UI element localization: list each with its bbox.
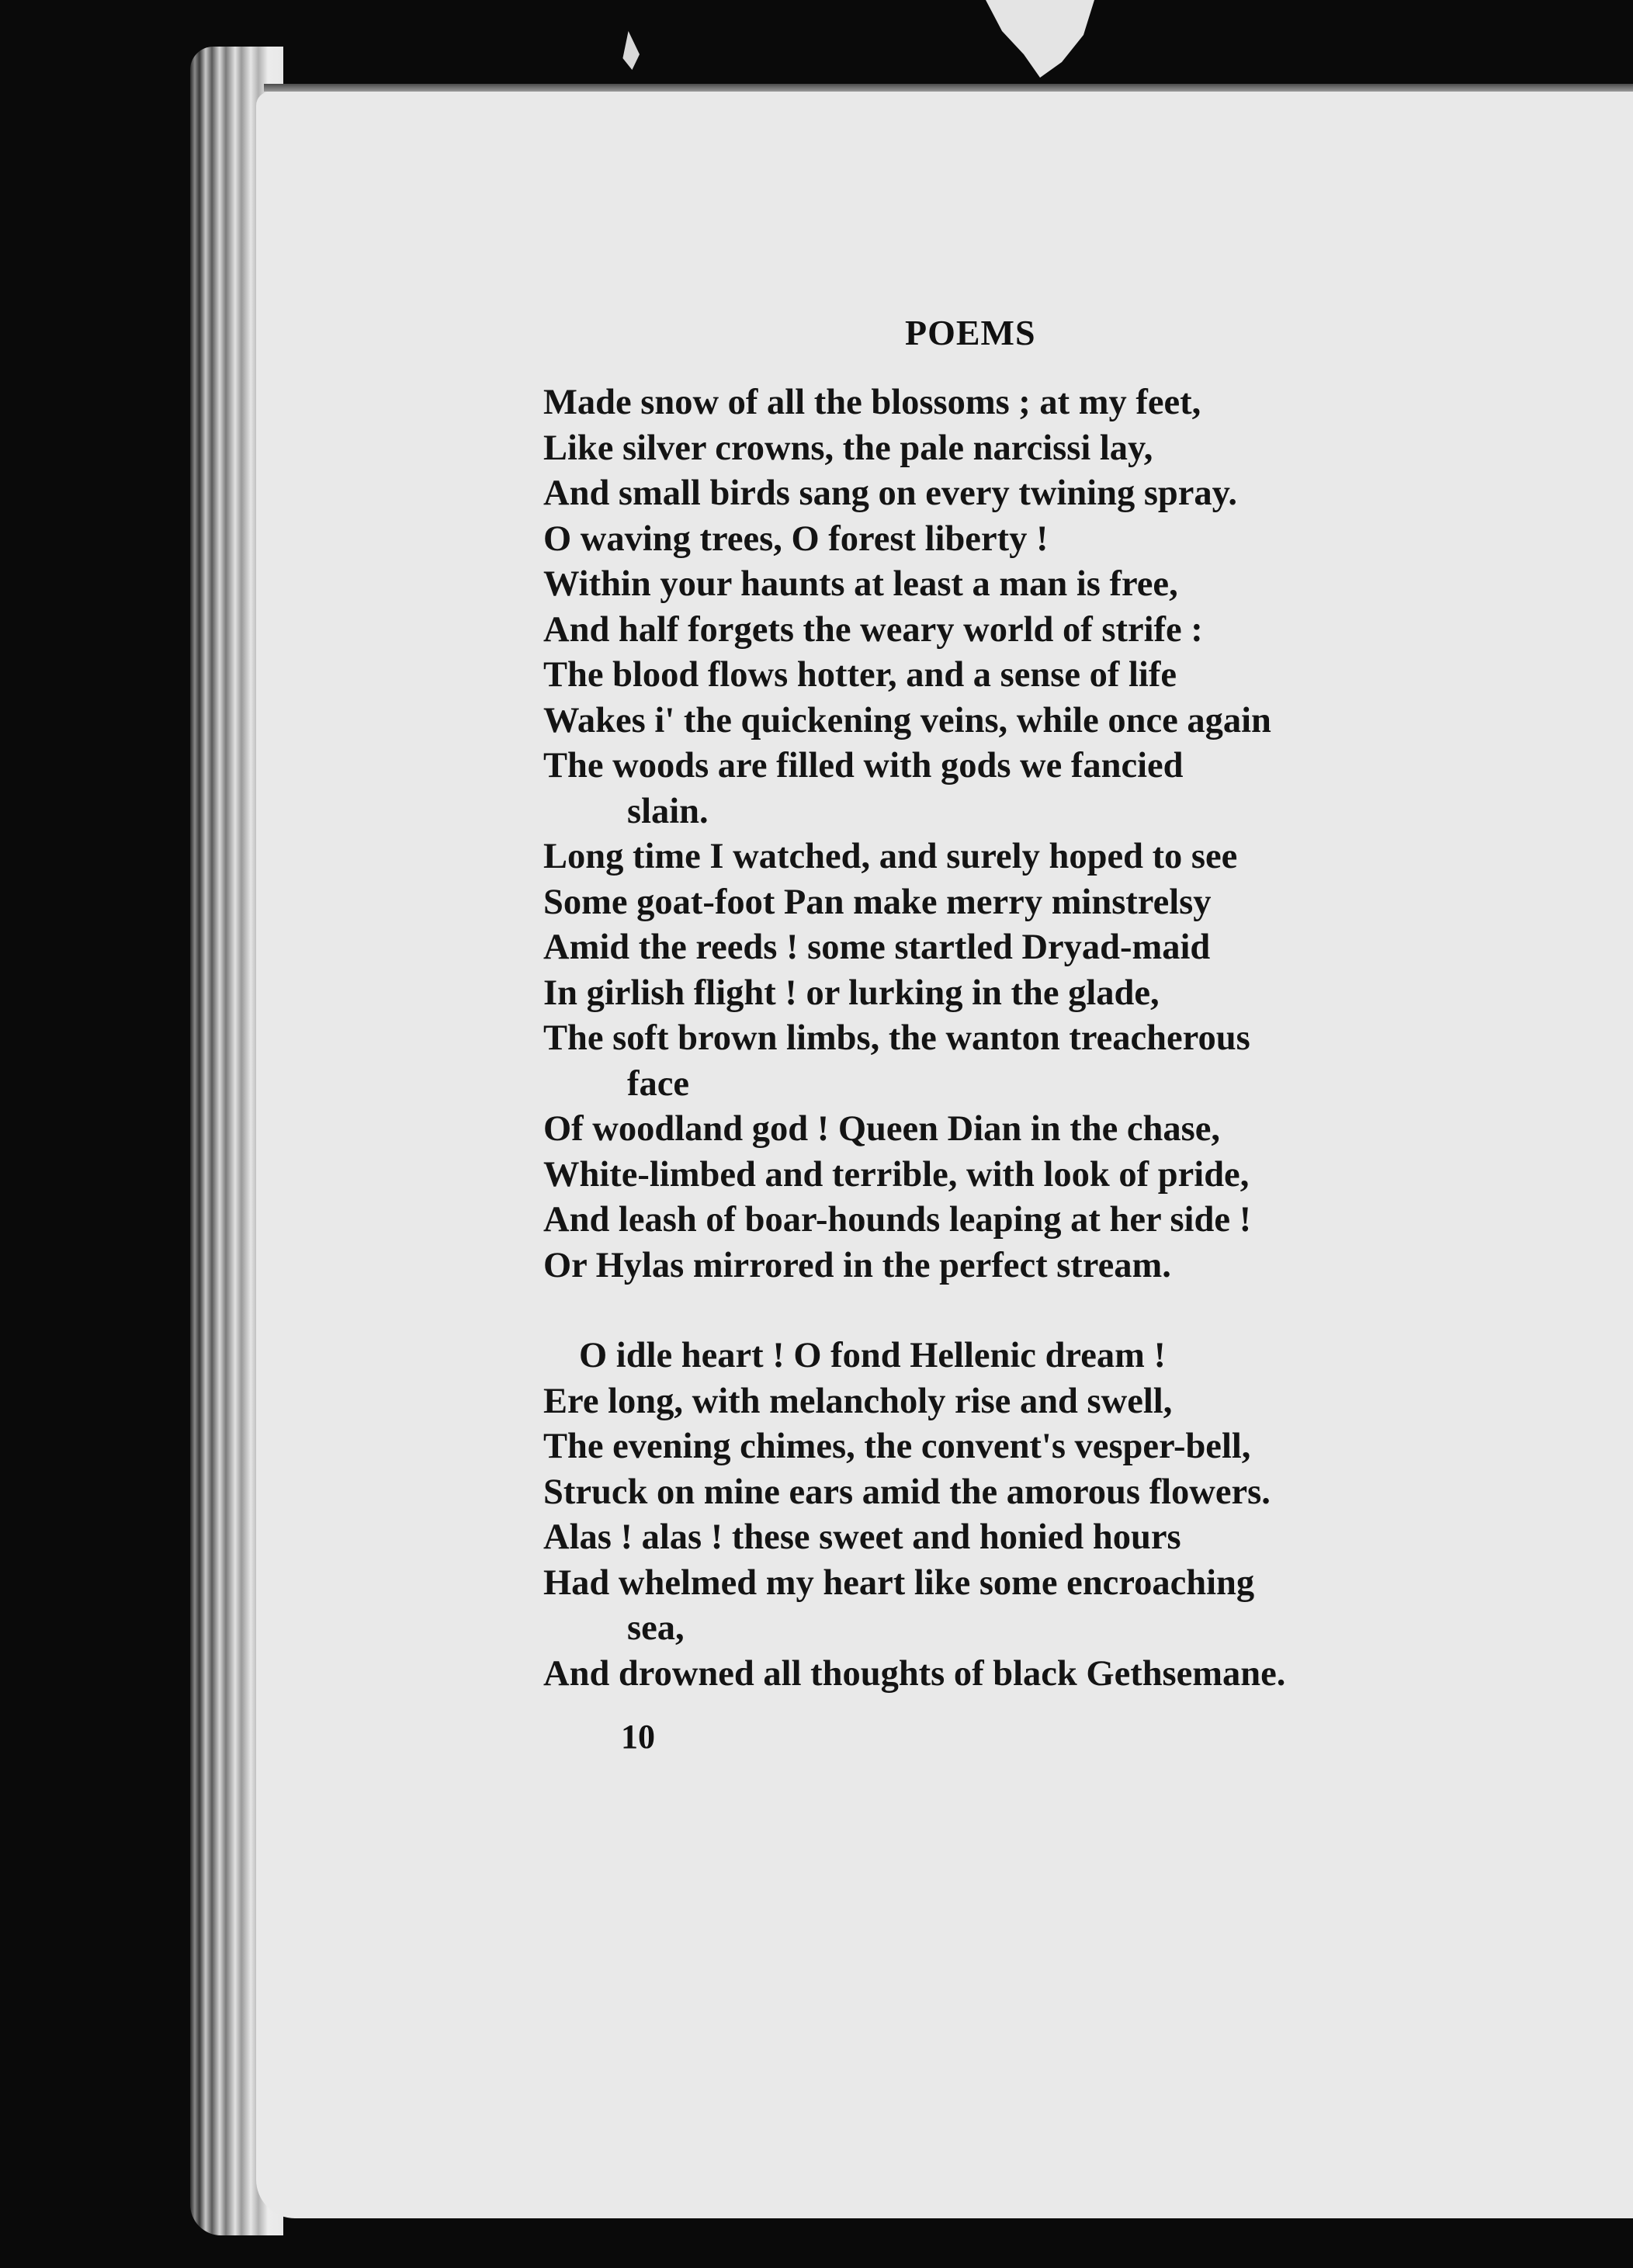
stanza-1 <box>543 380 1405 1288</box>
running-header: POEMS <box>905 313 1036 352</box>
poem-line: The soft brown limbs, the wanton treacherous <box>543 1018 1250 1058</box>
poem-line: slain. <box>627 791 709 831</box>
poem-line: The blood flows hotter, and a sense of life <box>543 655 1177 695</box>
poem-line: Made snow of all the blossoms ; at my feet, <box>543 383 1201 422</box>
poem-line: Ere long, with melancholy rise and swell, <box>543 1381 1173 1421</box>
poem-line: Wakes i' the quickening veins, while once again <box>543 700 1271 740</box>
poem-line: The woods are filled with gods we fancied <box>543 746 1184 785</box>
poem-line: face <box>627 1063 690 1104</box>
poem-line: In girlish flight ! or lurking in the glade, <box>543 973 1160 1013</box>
poem-line: The evening chimes, the convent's vesper-bell, <box>543 1427 1251 1466</box>
poem-line: And leash of boar-hounds leaping at her side ! <box>543 1200 1252 1240</box>
poem-line: And half forgets the weary world of strife : <box>543 609 1203 650</box>
poem-line: Some goat-foot Pan make merry minstrelsy <box>543 882 1212 922</box>
stanza-2 <box>543 1333 1405 1697</box>
poem-text <box>543 380 1405 1697</box>
page-number: 10 <box>621 1718 655 1756</box>
poem-line: And drowned all thoughts of black Gethsemane. <box>543 1653 1286 1694</box>
poem-line: Or Hylas mirrored in the perfect stream. <box>543 1245 1171 1285</box>
stanza-break <box>543 1288 1405 1333</box>
poem-line: Of woodland god ! Queen Dian in the chase, <box>543 1109 1220 1149</box>
poem-line: Struck on mine ears amid the amorous flowers. <box>543 1472 1271 1512</box>
poem-line: Like silver crowns, the pale narcissi lay, <box>543 428 1153 468</box>
poem-line: Amid the reeds ! some startled Dryad-maid <box>543 928 1211 967</box>
poem-line: O waving trees, O forest liberty ! <box>543 518 1049 559</box>
page-top-edge <box>264 84 1633 92</box>
poem-line: Had whelmed my heart like some encroaching <box>543 1562 1255 1603</box>
poem-line: Long time I watched, and surely hoped to see <box>543 837 1238 876</box>
poem-line: White-limbed and terrible, with look of pride, <box>543 1154 1250 1195</box>
poem-line: sea, <box>627 1608 685 1648</box>
poem-line: Within your haunts at least a man is free, <box>543 564 1178 604</box>
poem-line: And small birds sang on every twining spray. <box>543 473 1237 513</box>
poem-line: Alas ! alas ! these sweet and honied hours <box>543 1517 1181 1557</box>
poem-line: O idle heart ! O fond Hellenic dream ! <box>579 1336 1166 1375</box>
